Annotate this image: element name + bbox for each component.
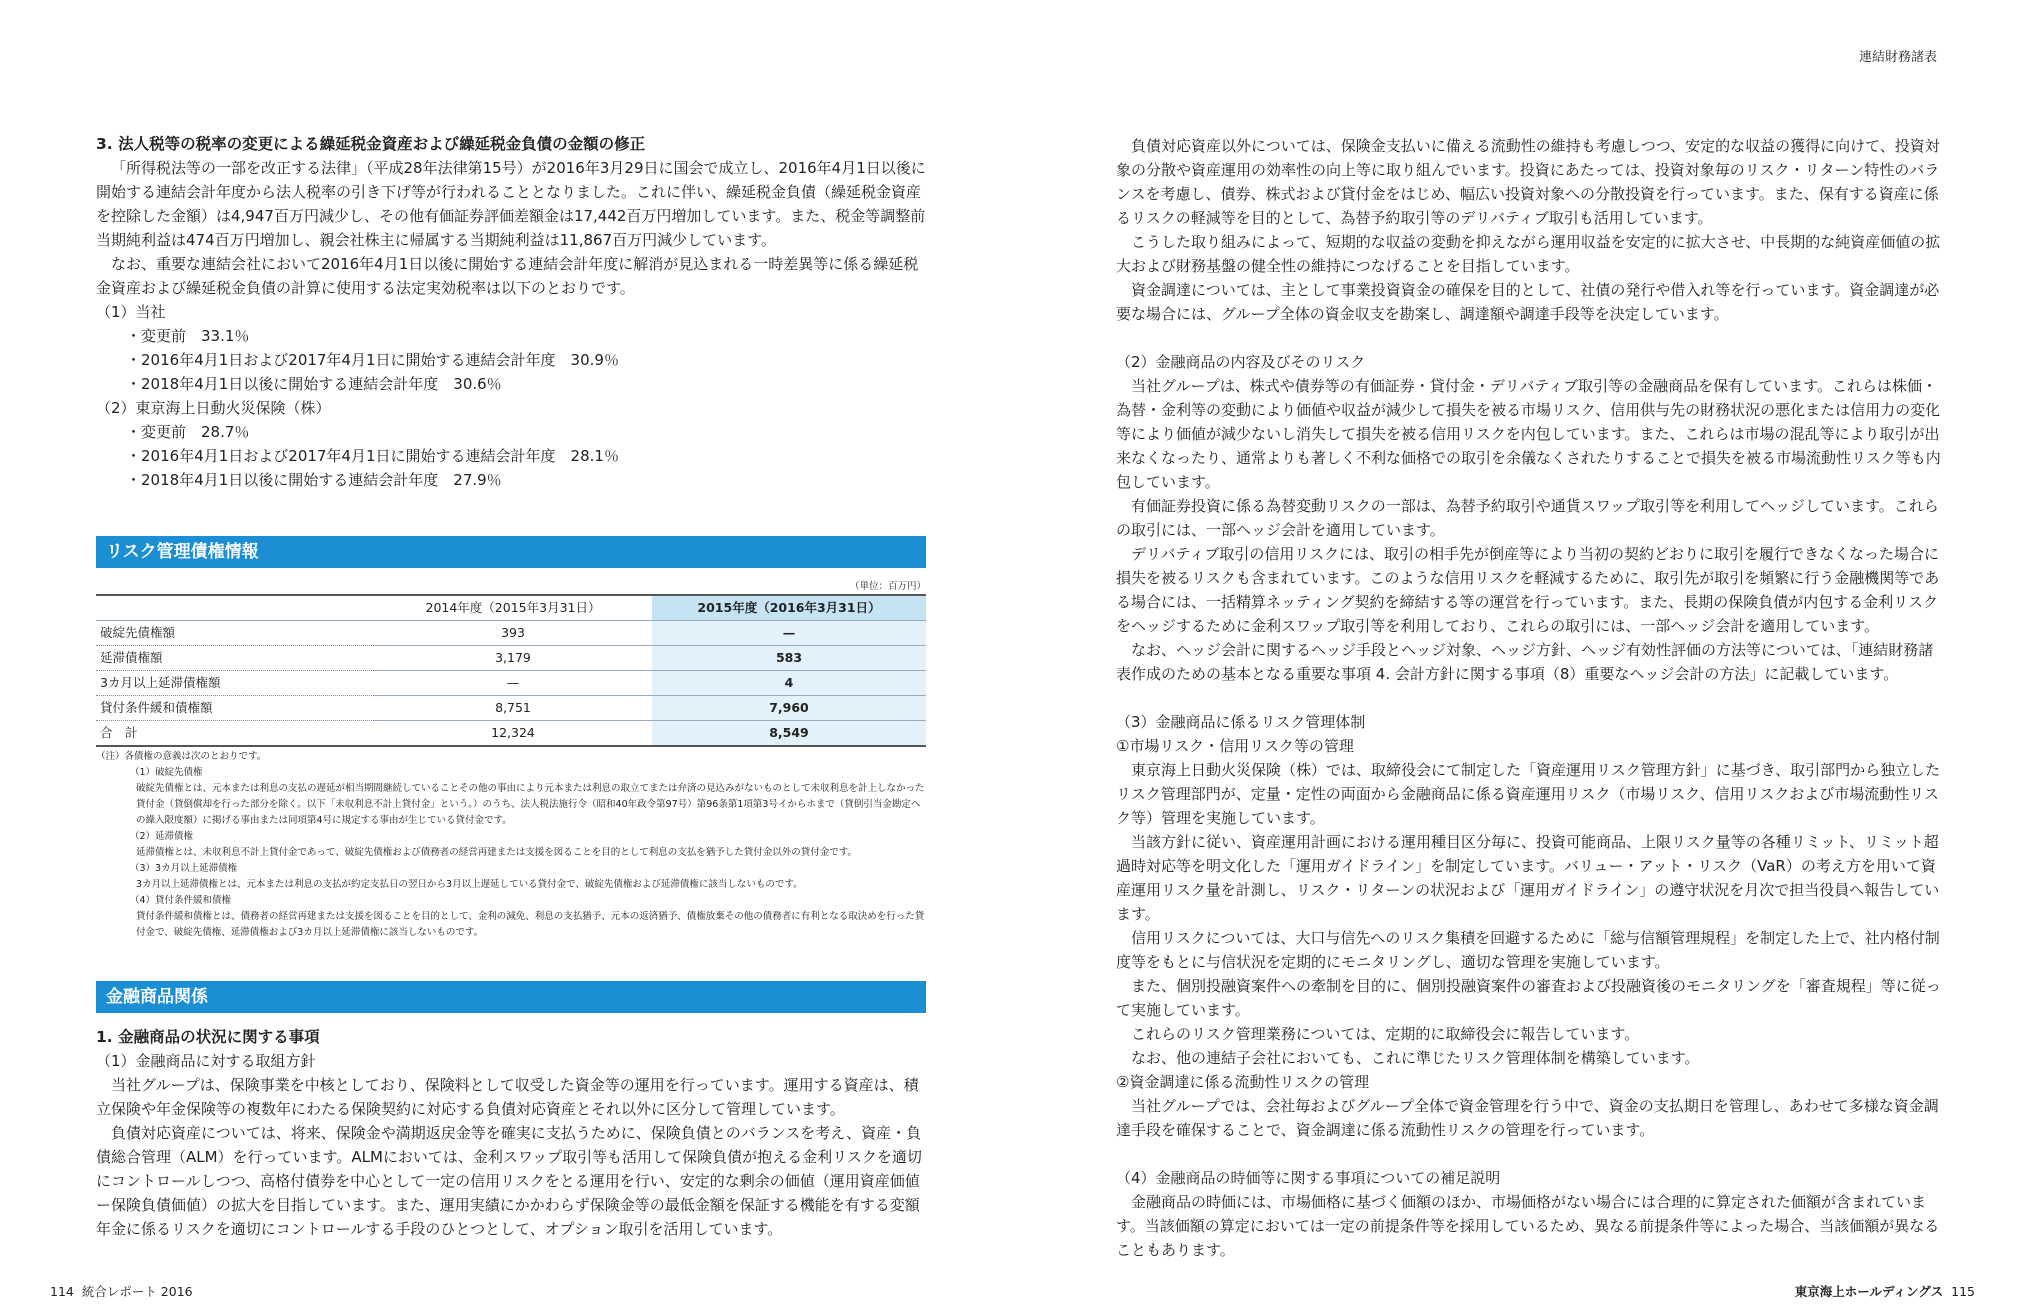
value-2015: 7,960 [652, 696, 926, 721]
company-1-rate: ・ 2018年4月1日以後に開始する連結会計年度 30.6％ [96, 372, 926, 396]
row-label: 延滞債権額 [100, 650, 163, 665]
note-title: （4）貸付条件緩和債権 [130, 895, 232, 906]
col-2014: 2014年度（2015年3月31日） [374, 595, 652, 621]
risk-section-band: リスク管理債権情報 [96, 536, 926, 568]
note-title: （3）3カ月以上延滞債権 [130, 863, 238, 874]
sub-item-1: ①市場リスク・信用リスク等の管理 [1116, 737, 1354, 755]
table-header-row [96, 595, 926, 621]
table-row [96, 671, 926, 696]
paragraph: これらのリスク管理業務については、定期的に取締役会に報告しています。 [1131, 1025, 1640, 1043]
financial-paragraph-1: 当社グループは、保険事業を中核としており、保険料として収受した資金等の運用を行っています。運用する資産は、積立保険や年金保険等の複数年にわたる保険契約に対応する負債対応資産とそれ以外に区分して管理しています。 [96, 1076, 919, 1118]
financial-paragraph-2: 負債対応資産については、将来、保険金や満期返戻金等を確実に支払うために、保険負債とのバランスを考え、資産・負債総合管理（ALM）を行っています。ALMにおいては、金利スワップ取引等も活用して保険負債が抱える金利リスクを適切にコントロールしつつ、高格付債券を中心として一定の信用リスクをとる運用を行い、安定的な剰余の価値（運用資産価値ー保険負債価値）の拡大を目指しています。また、運用実績にかかわらず保険金等の最低金額を保証する機能を有する変額年金に係るリスクを適切にコントロールする手段のひとつとして、オプション取引を活用しています。 [96, 1124, 922, 1238]
col-2015: 2015年度（2016年3月31日） [652, 595, 926, 621]
table-row [96, 696, 926, 721]
subheading-4: （4）金融商品の時価等に関する事項についての補足説明 [1116, 1169, 1501, 1187]
value-2014: 12,324 [374, 721, 652, 747]
left-column [96, 132, 926, 1241]
company-2-rate: ・ 2016年4月1日および2017年4月1日に開始する連結会計年度 28.1％ [96, 444, 926, 468]
value-2014: 393 [374, 621, 652, 646]
risk-table [96, 594, 926, 747]
company-2-rate: ・ 変更前 28.7％ [96, 420, 926, 444]
note-body: 破綻先債権とは、元本または利息の支払の遅延が相当期間継続していることその他の事由により元本または利息の取立てまたは弁済の見込みがないものとして未収利息を計上しなかった貸付金（貸倒償却を行った部分を除く。以下「未収利息不計上貸付金」という。）のうち、法人税法施行令（昭和40年政令第97号）第96条第1項第3号イからホまで（貸倒引当金勘定への繰入限度額）に掲げる事由または同項第4号に規定する事由が生じている貸付金です。 [136, 783, 925, 826]
paragraph: また、個別投融資案件への牽制を目的に、個別投融資案件の審査および投融資後のモニタリングを「審査規程」等に従って実施しています。 [1116, 977, 1941, 1019]
right-column [1116, 134, 1946, 1262]
note-body: 3カ月以上延滞債権とは、元本または利息の支払が約定支払日の翌日から3月以上遅延している貸付金で、破綻先債権および延滞債権に該当しないものです。 [136, 879, 803, 890]
company-1-label: （1）当社 [96, 303, 166, 321]
company-1-rate: ・ 2016年4月1日および2017年4月1日に開始する連結会計年度 30.9％ [96, 348, 926, 372]
footer-right [1795, 1282, 1975, 1300]
paragraph: こうした取り組みによって、短期的な収益の変動を抑えながら運用収益を安定的に拡大させ、中長期的な純資産価値の拡大および財務基盤の健全性の維持につなげることを目指しています。 [1116, 233, 1941, 275]
sub-item-2: ②資金調達に係る流動性リスクの管理 [1116, 1073, 1370, 1091]
company-name: 東京海上ホールディングス [1794, 1284, 1944, 1299]
row-label: 3カ月以上延滞債権額 [100, 675, 221, 690]
paragraph: なお、ヘッジ会計に関するヘッジ手段とヘッジ対象、ヘッジ方針、ヘッジ有効性評価の方法等については、「連結財務諸表作成のための基本となる重要な事項 4. 会計方針に関する事項（8）重要なヘッジ会計の方法」に記載しています。 [1116, 641, 1934, 683]
paragraph: 当社グループでは、会社毎およびグループ全体で資金管理を行う中で、資金の支払期日を管理し、あわせて多様な資金調達手段を確保することで、資金調達に係る流動性リスクの管理を行っています。 [1116, 1097, 1939, 1139]
report-title: 統合レポート 2016 [81, 1284, 193, 1299]
row-label: 合 計 [100, 725, 138, 740]
company-2-rate: ・ 2018年4月1日以後に開始する連結会計年度 27.9％ [96, 468, 926, 492]
unit-label: （単位：百万円） [849, 581, 926, 592]
page-number-left: 114 [50, 1284, 74, 1299]
note-title: （1）破綻先債権 [130, 767, 203, 778]
note-body: 延滞債権とは、未収利息不計上貸付金であって、破綻先債権および債務者の経営再建または支援を図ることを目的として利息の支払を猶予した貸付金以外の貸付金です。 [136, 847, 857, 858]
paragraph: 当社グループは、株式や債券等の有価証券・貸付金・デリバティブ取引等の金融商品を保有しています。これらは株価・為替・金利等の変動により価値や収益が減少して損失を被る市場リスク、信用供与先の財務状況の悪化または信用力の変化等により価値が減少ないし消失して損失を被る信用リスクを内包しています。また、これらは市場の混乱等により取引が出来なくなったり、通常よりも著しく不利な価格での取引を余儀なくされたりすることで損失を被る市場流動性リスク等も内包しています。 [1116, 377, 1941, 491]
note-title: （2）延滞債権 [130, 831, 194, 842]
company-1-rate: ・ 変更前 33.1％ [96, 324, 926, 348]
subheading-2: （2）金融商品の内容及びそのリスク [1116, 353, 1366, 371]
paragraph: デリバティブ取引の信用リスクには、取引の相手先が倒産等により当初の契約どおりに取引を履行できなくなった場合に損失を被るリスクも含まれています。このような信用リスクを軽減するために、取引先が取引を頻繁に行う金融機関等である場合には、一括精算ネッティング契約を締結する等の運営を行っています。また、長期の保険負債が内包する金利リスクをヘッジするために金利スワップ取引等を利用しており、これらの取引には、一部ヘッジ会計を適用しています。 [1116, 545, 1940, 635]
note-body: 貸付条件緩和債権とは、債務者の経営再建または支援を図ることを目的として、金利の減免、利息の支払猶予、元本の返済猶予、債権放棄その他の債務者に有利となる取決めを行った貸付金で、破綻先債権、延滞債権および3カ月以上延滞債権に該当しないものです。 [136, 911, 925, 938]
financial-section-band: 金融商品関係 [96, 981, 926, 1013]
paragraph: なお、他の連結子会社においても、これに準じたリスク管理体制を構築しています。 [1131, 1049, 1700, 1067]
footer-left [50, 1282, 193, 1300]
financial-heading: 1. 金融商品の状況に関する事項 [96, 1028, 320, 1046]
value-2014: 8,751 [374, 696, 652, 721]
tax-heading: 3. 法人税等の税率の変更による繰延税金資産および繰延税金負債の金額の修正 [96, 135, 646, 153]
subheading-3: （3）金融商品に係るリスク管理体制 [1116, 713, 1366, 731]
financial-subheading: （1）金融商品に対する取組方針 [96, 1052, 316, 1070]
paragraph: 有価証券投資に係る為替変動リスクの一部は、為替予約取引や通貨スワップ取引等を利用してヘッジしています。これらの取引には、一部ヘッジ会計を適用しています。 [1116, 497, 1939, 539]
value-2014: — [374, 671, 652, 696]
table-row [96, 621, 926, 646]
company-2-label: （2）東京海上日動火災保険（株） [96, 399, 331, 417]
paragraph: 資金調達については、主として事業投資資金の確保を目的として、社債の発行や借入れ等を行っています。資金調達が必要な場合には、グループ全体の資金収支を勘案し、調達額や調達手段等を決定しています。 [1116, 281, 1940, 323]
section-header: 連結財務諸表 [1858, 50, 1937, 65]
table-row [96, 646, 926, 671]
value-2015: — [652, 621, 926, 646]
value-2015: 8,549 [652, 721, 926, 747]
paragraph: 東京海上日動火災保険（株）では、取締役会にて制定した「資産運用リスク管理方針」に基づき、取引部門から独立したリスク管理部門が、定量・定性の両面から金融商品に係る資産運用リスク（市場リスク、信用リスクおよび市場流動性リスク等）管理を実施しています。 [1116, 761, 1941, 827]
tax-paragraph-1: 「所得税法等の一部を改正する法律」（平成28年法律第15号）が2016年3月29日に国会で成立し、2016年4月1日以後に開始する連結会計年度から法人税率の引き下げ等が行われることとなりました。これに伴い、繰延税金負債（繰延税金資産を控除した金額）は4,947百万円減少し、その他有価証券評価差額金は17,442百万円増加しています。また、税金等調整前当期純利益は474百万円増加し、親会社株主に帰属する当期純利益は11,867百万円減少しています。 [96, 159, 926, 249]
notes-title: （注）各債権の意義は次のとおりです。 [96, 751, 267, 762]
table-notes [96, 749, 926, 941]
row-label: 破綻先債権額 [100, 625, 176, 640]
value-2014: 3,179 [374, 646, 652, 671]
page-number-right: 115 [1951, 1284, 1975, 1299]
tax-paragraph-2: なお、重要な連結会社において2016年4月1日以後に開始する連結会計年度に解消が見込まれる一時差異等に係る繰延税金資産および繰延税金負債の計算に使用する法定実効税率は以下のとおりです。 [96, 255, 919, 297]
value-2015: 583 [652, 646, 926, 671]
table-total-row [96, 721, 926, 747]
row-label: 貸付条件緩和債権額 [100, 700, 213, 715]
paragraph: 金融商品の時価には、市場価格に基づく価額のほか、市場価格がない場合には合理的に算定された価額が含まれています。当該価額の算定においては一定の前提条件等を採用しているため、異なる前提条件等によった場合、当該価額が異なることもあります。 [1116, 1193, 1940, 1259]
paragraph: 当該方針に従い、資産運用計画における運用種目区分毎に、投資可能商品、上限リスク量等の各種リミット、リミット超過時対応等を明文化した「運用ガイドライン」を制定しています。バリュー・アット・リスク（VaR）の考え方を用いて資産運用リスク量を計測し、リスク・リターンの状況および「運用ガイドライン」の遵守状況を月次で担当役員へ報告しています。 [1116, 833, 1940, 923]
value-2015: 4 [652, 671, 926, 696]
paragraph: 信用リスクについては、大口与信先へのリスク集積を回避するために「総与信額管理規程」を制定した上で、社内格付制度等をもとに与信状況を定期的にモニタリングし、適切な管理を実施しています。 [1116, 929, 1940, 971]
paragraph: 負債対応資産以外については、保険金支払いに備える流動性の維持も考慮しつつ、安定的な収益の獲得に向けて、投資対象の分散や資産運用の効率性の向上等に取り組んでいます。投資にあたっては、投資対象毎のリスク・リターン特性のバランスを考慮し、債券、株式および貸付金をはじめ、幅広い投資対象への分散投資を行っています。また、保有する資産に係るリスクの軽減等を目的として、為替予約取引等のデリバティブ取引も活用しています。 [1116, 137, 1940, 227]
